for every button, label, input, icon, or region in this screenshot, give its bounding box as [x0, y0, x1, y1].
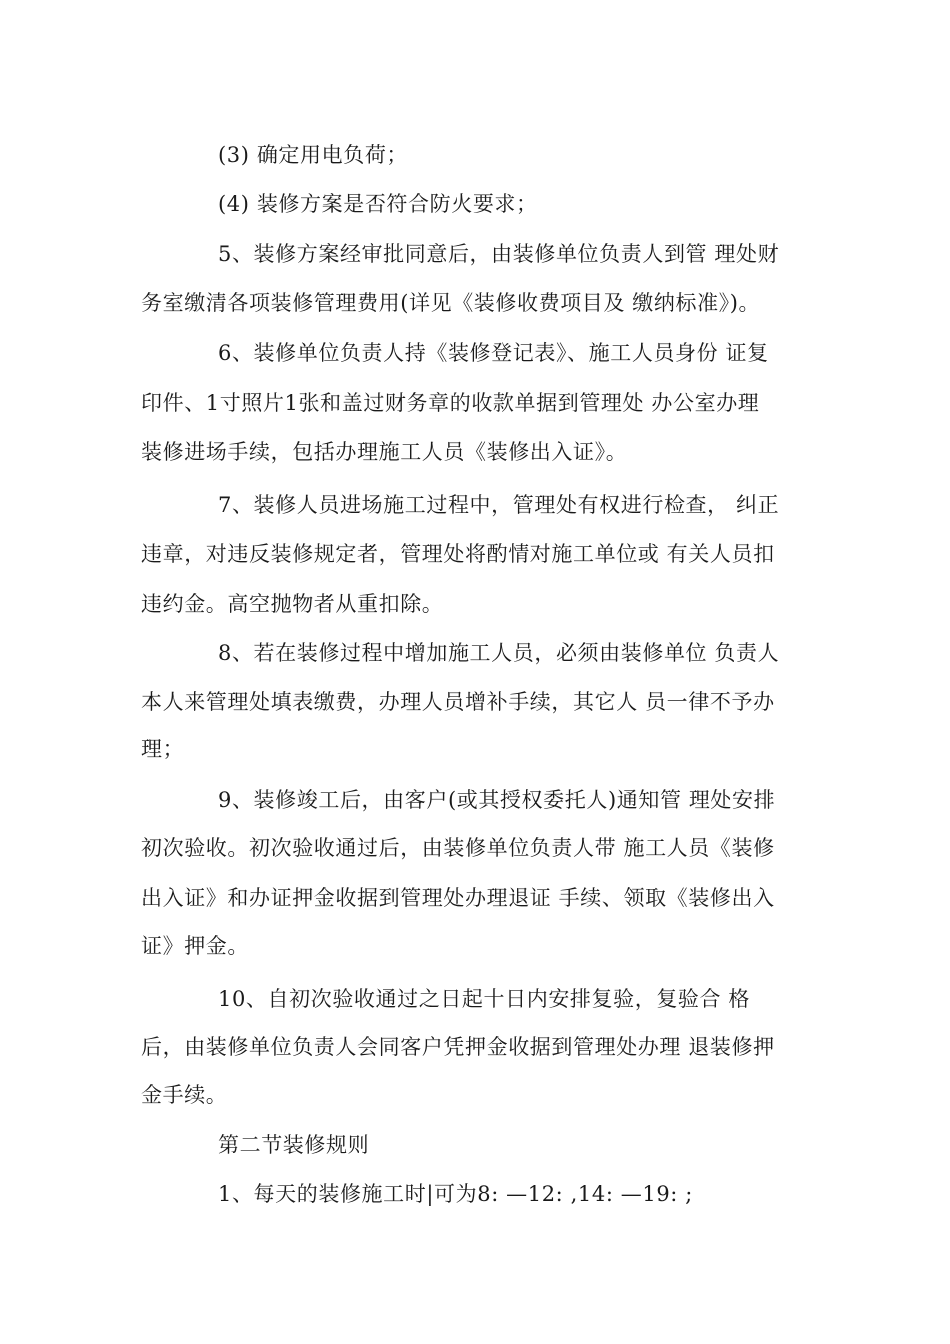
- section-heading: 第二节装修规则: [218, 1133, 370, 1157]
- para-9-line-3: 出入证》和办证押金收据到管理处办理退证 手续、领取《装修出入: [141, 886, 775, 910]
- para-8-line-1: 8、若在装修过程中增加施工人员，必须由装修单位 负责人: [218, 641, 780, 665]
- para-7-line-3: 违约金。高空抛物者从重扣除。: [141, 592, 444, 616]
- para-6-line-1: 6、装修单位负责人持《装修登记表》、施工人员身份 证复: [218, 341, 769, 365]
- para-5-line-2: 务室缴清各项装修管理费用(详见《装修收费项目及 缴纳标准》)。: [141, 291, 761, 315]
- para-8-line-3: 理；: [141, 737, 185, 761]
- rule-1-work-hours: 1、每天的装修施工时|可为8: —12: ,14: —19: ;: [218, 1182, 693, 1206]
- para-6-line-2: 印件、1寸照片1张和盖过财务章的收款单据到管理处 办公室办理: [141, 391, 760, 415]
- item-4-fire-safety: (4) 装修方案是否符合防火要求；: [218, 192, 538, 216]
- para-10-line-1: 10、自初次验收通过之日起十日内安排复验，复验合 格: [218, 987, 750, 1011]
- para-5-line-1: 5、装修方案经审批同意后，由装修单位负责人到管 理处财: [218, 242, 780, 266]
- para-10-line-3: 金手续。: [141, 1083, 228, 1107]
- para-9-line-2: 初次验收。初次验收通过后，由装修单位负责人带 施工人员《装修: [141, 836, 775, 860]
- para-8-line-2: 本人来管理处填表缴费，办理人员增补手续，其它人 员一律不予办: [141, 690, 775, 714]
- item-3-load: (3) 确定用电负荷；: [218, 143, 409, 167]
- para-7-line-1: 7、装修人员进场施工过程中，管理处有权进行检查， 纠正: [218, 493, 780, 517]
- para-7-line-2: 违章，对违反装修规定者，管理处将酌情对施工单位或 有关人员扣: [141, 542, 775, 566]
- para-10-line-2: 后，由装修单位负责人会同客户凭押金收据到管理处办理 退装修押: [141, 1035, 775, 1059]
- para-9-line-4: 证》押金。: [141, 934, 249, 958]
- para-6-line-3: 装修进场手续，包括办理施工人员《装修出入证》。: [141, 440, 628, 464]
- para-9-line-1: 9、装修竣工后，由客户(或其授权委托人)通知管 理处安排: [218, 788, 776, 812]
